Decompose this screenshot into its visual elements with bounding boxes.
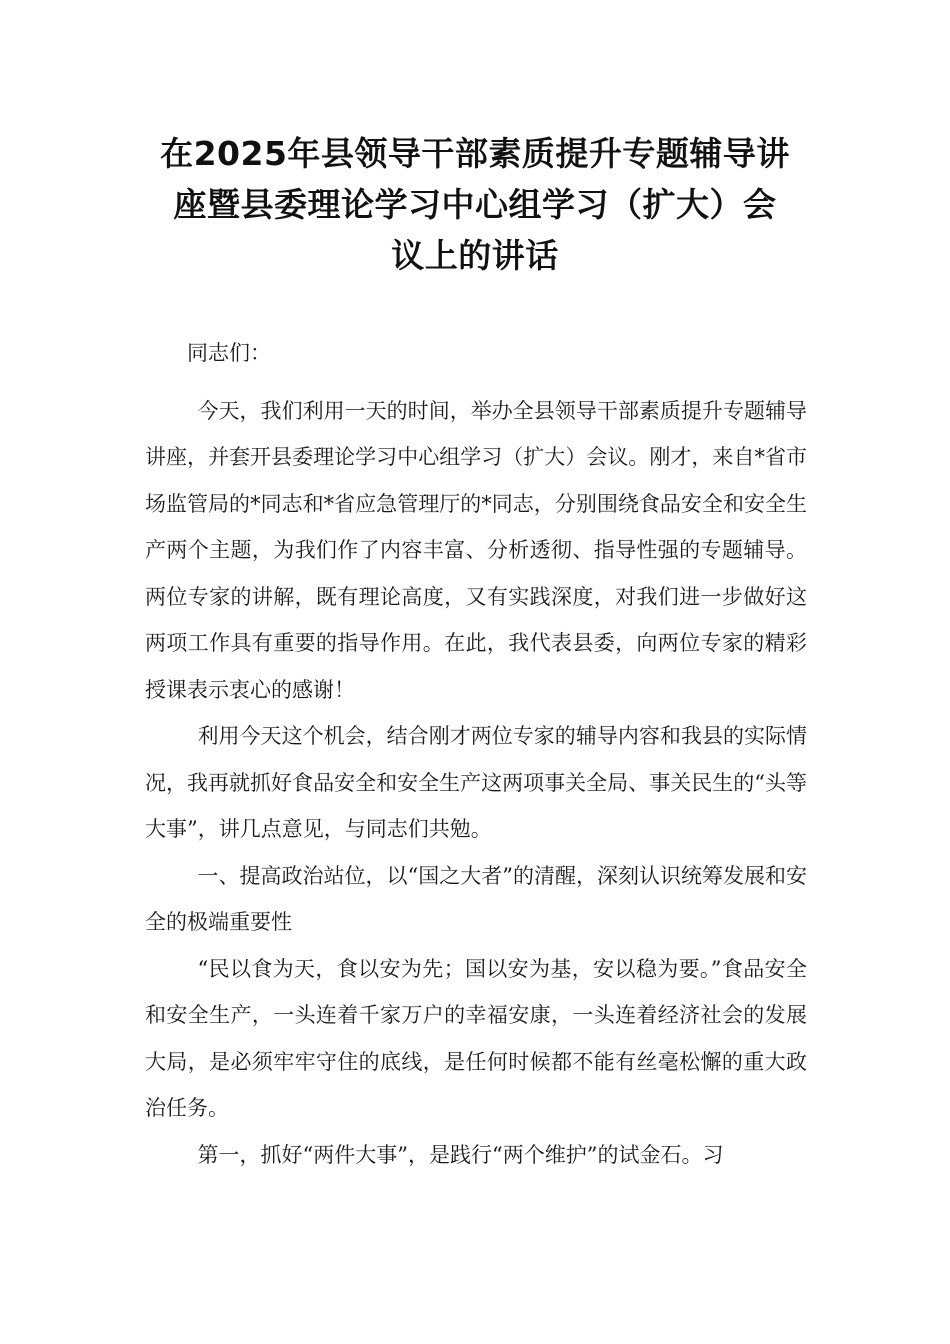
section-heading-1: 一、提高政治站位，以“国之大者”的清醒，深刻认识统筹发展和安全的极端重要性 [145, 863, 807, 934]
paragraph-point-1: 第一，抓好“两件大事”，是践行“两个维护”的试金石。习 [197, 1142, 724, 1167]
salutation: 同志们： [187, 341, 271, 365]
document-body [145, 330, 807, 1178]
title-line-1: 在2025年县领导干部素质提升专题辅导讲 [160, 134, 790, 173]
document-title [120, 128, 830, 281]
title-line-2: 座暨县委理论学习中心组学习（扩大）会 [173, 185, 777, 224]
paragraph-quote: “民以食为天，食以安为先；国以安为基，安以稳为要。”食品安全和安全生产，一头连着千家万户的幸福安康，一头连着经济社会的发展大局，是必须牢牢守住的底线，是任何时候都不能有丝毫松懈的重大政治任务。 [145, 956, 807, 1120]
title-line-3: 议上的讲话 [391, 236, 559, 275]
paragraph-intro: 利用今天这个机会，结合刚才两位专家的辅导内容和我县的实际情况，我再就抓好食品安全和安全生产这两项事关全局、事关民生的“头等大事”，讲几点意见，与同志们共勉。 [145, 724, 807, 841]
paragraph-opening: 今天，我们利用一天的时间，举办全县领导干部素质提升专题辅导讲座，并套开县委理论学习中心组学习（扩大）会议。刚才，来自*省市场监管局的*同志和*省应急管理厅的*同志，分别围绕食品安全和安全生产两个主题，为我们作了内容丰富、分析透彻、指导性强的专题辅导。两位专家的讲解，既有理论高度，又有实践深度，对我们进一步做好这两项工作具有重要的指导作用。在此，我代表县委，向两位专家的精彩授课表示衷心的感谢！ [145, 398, 807, 702]
